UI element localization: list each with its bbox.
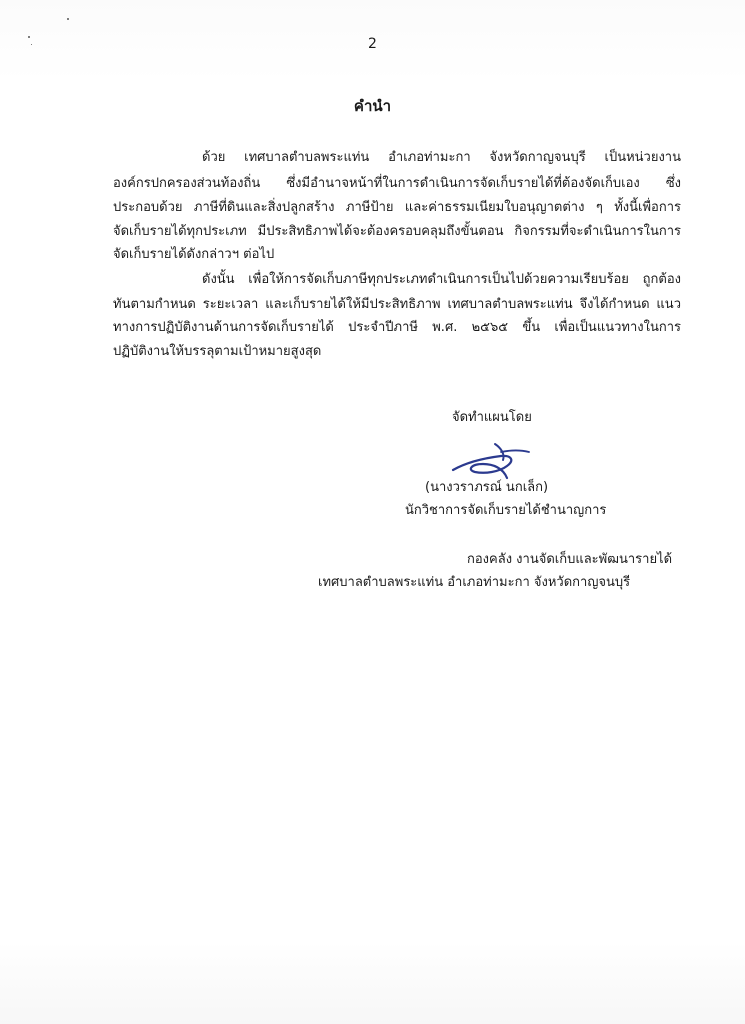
department-line-2: เทศบาลตำบลพระแท่น อำเภอท่ามะกา จังหวัดกาญจนบุรี bbox=[318, 575, 631, 590]
paragraph-2-line: ดังนั้น เพื่อให้การจัดเก็บภาษีทุกประเภทดำเนินการเป็นไปด้วยความเรียบร้อย ถูกต้อง bbox=[202, 272, 681, 287]
scan-speck bbox=[67, 18, 69, 20]
page-number: 2 bbox=[368, 36, 377, 52]
paragraph-1-line: จัดเก็บรายได้ทุกประเภท มีประสิทธิภาพได้จะต้องครอบคลุมถึงขั้นตอน กิจกรรมที่จะดำเนินการในการ bbox=[113, 224, 681, 239]
prepared-by-label: จัดทำแผนโดย bbox=[452, 410, 532, 425]
paragraph-2-line: ปฏิบัติงานให้บรรลุตามเป้าหมายสูงสุด bbox=[113, 344, 322, 359]
signer-position: นักวิชาการจัดเก็บรายได้ชำนาญการ bbox=[405, 503, 607, 518]
paragraph-1-line: ประกอบด้วย ภาษีที่ดินและสิ่งปลูกสร้าง ภาษีป้าย และค่าธรรมเนียมใบอนุญาตต่าง ๆ ทั้งนี้เพื่อการ bbox=[113, 200, 681, 215]
signer-name: (นางวราภรณ์ นกเล็ก) bbox=[425, 480, 549, 495]
handwritten-signature bbox=[445, 434, 535, 482]
page-title: คำนำ bbox=[353, 97, 392, 115]
paragraph-1-line: ด้วย เทศบาลตำบลพระแท่น อำเภอท่ามะกา จังหวัดกาญจนบุรี เป็นหน่วยงาน bbox=[202, 150, 681, 165]
department-line-1: กองคลัง งานจัดเก็บและพัฒนารายได้ bbox=[467, 552, 673, 567]
paragraph-2-line: ทางการปฏิบัติงานด้านการจัดเก็บรายได้ ประจำปีภาษี พ.ศ. ๒๕๖๕ ขึ้น เพื่อเป็นแนวทางในการ bbox=[113, 320, 681, 335]
paragraph-2-line: ทันตามกำหนด ระยะเวลา และเก็บรายได้ให้มีประสิทธิภาพ เทศบาลตำบลพระแท่น จึงได้กำหนด แนว bbox=[113, 297, 681, 312]
paragraph-1-line: จัดเก็บรายได้ดังกล่าวฯ ต่อไป bbox=[113, 247, 275, 262]
paragraph-1-line: องค์กรปกครองส่วนท้องถิ่น ซึ่งมีอำนาจหน้าที่ในการดำเนินการจัดเก็บรายได้ที่ต้องจัดเก็บเอง ซึ่ง bbox=[113, 176, 681, 191]
